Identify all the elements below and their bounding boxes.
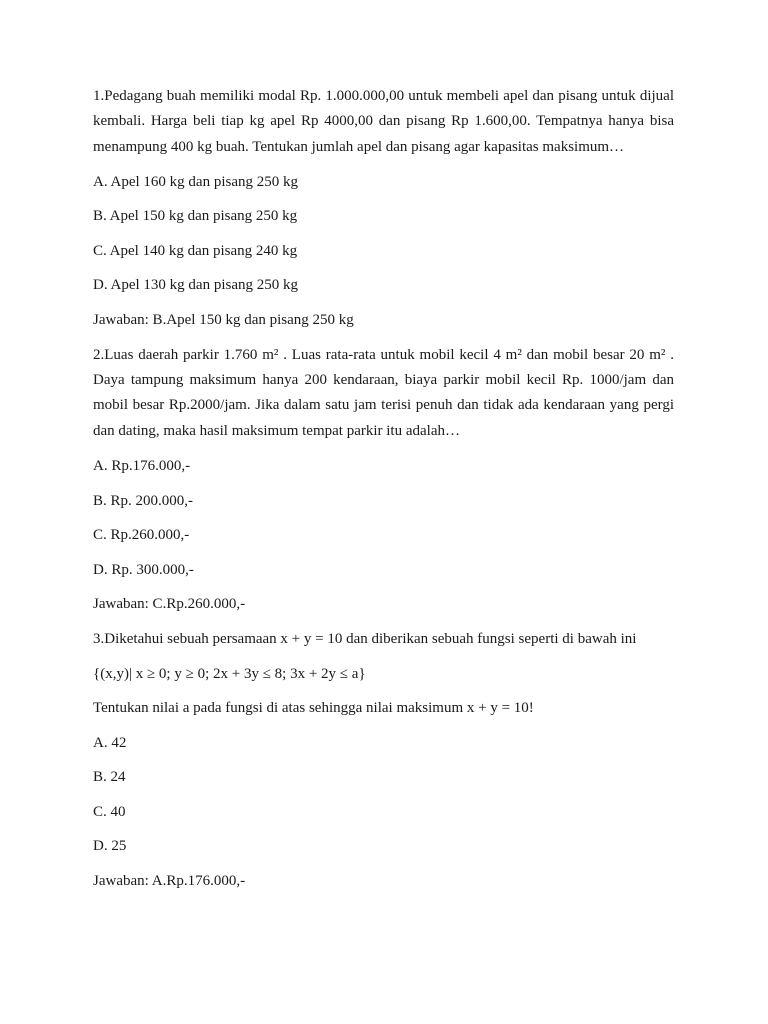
question-2-option-a: A. Rp.176.000,- (93, 458, 191, 475)
question-2-answer: Jawaban: C.Rp.260.000,- (93, 596, 246, 613)
question-2-text: 2.Luas daerah parkir 1.760 m² . Luas rata-rata untuk mobil kecil 4 m² dan mobil besar 20 m² . Daya tampung maksimum hanya 200 kendaraan, biaya parkir mobil kecil Rp. 1000/jam dan mobil besar Rp.2000/jam. Jika dalam satu jam terisi penuh dan tidak ada kendaraan yang pergi dan dating, maka hasil maksimum tempat parkir itu adalah… (93, 346, 674, 439)
question-1-option-a: A. Apel 160 kg dan pisang 250 kg (93, 173, 298, 190)
question-3-text: 3.Diketahui sebuah persamaan x + y = 10 dan diberikan sebuah fungsi seperti di bawah ini (93, 631, 637, 648)
question-3-set-definition: {(x,y)| x ≥ 0; y ≥ 0; 2x + 3y ≤ 8; 3x + 2y ≤ a} (93, 665, 366, 682)
question-2-option-d: D. Rp. 300.000,- (93, 561, 194, 578)
question-3-option-c: C. 40 (93, 803, 126, 820)
question-1-option-b: B. Apel 150 kg dan pisang 250 kg (93, 208, 298, 225)
question-1-answer: Jawaban: B.Apel 150 kg dan pisang 250 kg (93, 311, 354, 328)
question-2-option-c: C. Rp.260.000,- (93, 527, 190, 544)
question-2-option-b: B. Rp. 200.000,- (93, 492, 194, 509)
question-3-option-b: B. 24 (93, 769, 126, 786)
question-3-answer: Jawaban: A.Rp.176.000,- (93, 872, 246, 889)
question-3-option-d: D. 25 (93, 838, 127, 855)
question-3-prompt: Tentukan nilai a pada fungsi di atas sehingga nilai maksimum x + y = 10! (93, 700, 534, 717)
question-3-option-a: A. 42 (93, 734, 127, 751)
document-page (93, 84, 674, 894)
question-1-text: 1.Pedagang buah memiliki modal Rp. 1.000.000,00 untuk membeli apel dan pisang untuk dijual kembali. Harga beli tiap kg apel Rp 4000,00 dan pisang Rp 1.600,00. Tempatnya hanya bisa menampung 400 kg buah. Tentukan jumlah apel dan pisang agar kapasitas maksimum… (93, 88, 674, 155)
question-1-option-d: D. Apel 130 kg dan pisang 250 kg (93, 277, 298, 294)
question-1-option-c: C. Apel 140 kg dan pisang 240 kg (93, 242, 298, 259)
